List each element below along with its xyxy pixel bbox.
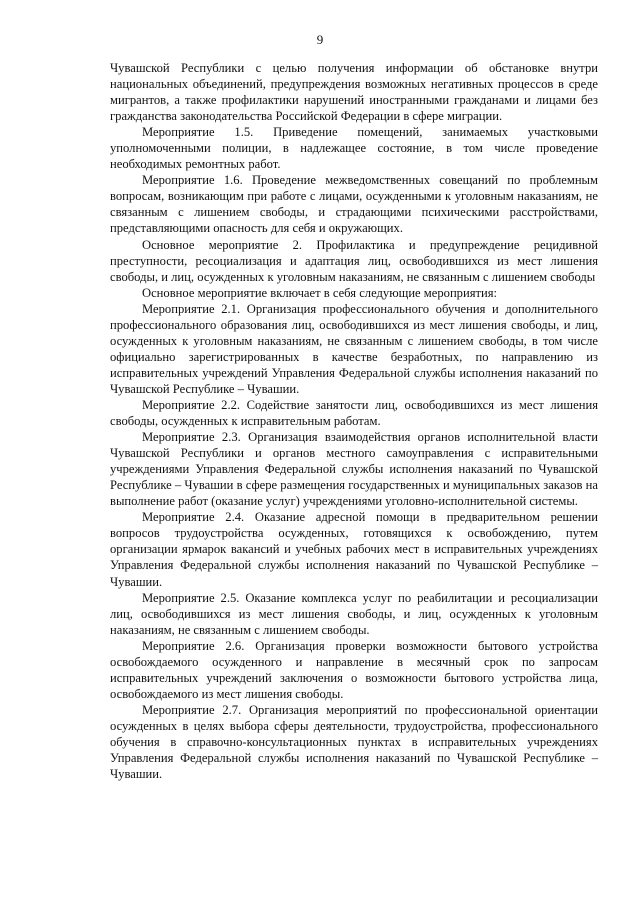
paragraph-measure-2-7: Мероприятие 2.7. Организация мероприятий по профессиональной ориентации осужденных в целях выбора сферы деятельности, трудоустройства, профессионального обучения в справочно-консультационных пунктах в исправительных учреждениях Управления Федеральной службы исполнения наказаний по Чувашской Республике – Чувашии.	[110, 702, 598, 782]
paragraph-measure-1-5: Мероприятие 1.5. Приведение помещений, занимаемых участковыми уполномоченными полиции, в надлежащее состояние, в том числе проведение необходимых ремонтных работ.	[110, 125, 598, 172]
paragraph-measure-2-2: Мероприятие 2.2. Содействие занятости лиц, освободившихся из мест лишения свободы, осужденных к исправительным работам.	[110, 397, 598, 429]
paragraph-measure-1-6: Мероприятие 1.6. Проведение межведомственных совещаний по проблемным вопросам, возникающим при работе с лицами, осужденными к уголовным наказаниям, не связанным с лишением свободы, и страдающими психическими расстройствами, представляющими опасность для себя и окружающих.	[110, 173, 598, 236]
paragraph-measure-2-1: Мероприятие 2.1. Организация профессионального обучения и дополнительного профессионального образования лиц, освободившихся из мест лишения свободы, и лиц, осужденных к уголовным наказаниям, не связанным с лишением свободы, в том числе официально зарегистрированных в качестве безработных, по направлению из исправительных учреждений Управления Федеральной службы исполнения наказаний по Чувашской Республике – Чувашии.	[110, 301, 598, 396]
paragraph-continuation: Чувашской Республики с целью получения информации об обстановке внутри национальных объединений, предупреждения возможных негативных процессов в среде мигрантов, а также профилактики нарушений иностранными гражданами и лицами без гражданства законодательства Российской Федерации в сфере миграции.	[110, 61, 598, 124]
paragraph-main-measure-includes: Основное мероприятие включает в себя следующие мероприятия:	[142, 285, 498, 300]
paragraph-main-measure-2: Основное мероприятие 2. Профилактика и предупреждение рецидивной преступности, ресоциализация и адаптация лиц, освободившихся из мест лишения свободы, и лиц, осужденных к уголовным наказаниям, не связанным с лишением свободы	[110, 237, 598, 284]
paragraph-measure-2-6: Мероприятие 2.6. Организация проверки возможности бытового устройства освобождаемого осужденного и направление в месячный срок по запросам исправительных учреждений заключения о возможности бытового устройства лица, освобождаемого из мест лишения свободы.	[110, 638, 598, 701]
paragraph-measure-2-3: Мероприятие 2.3. Организация взаимодействия органов исполнительной власти Чувашской Республики и органов местного самоуправления с исправительными учреждениями Управления Федеральной службы исполнения наказаний по Чувашской Республике – Чувашии в сфере размещения государственных и муниципальных заказов на выполнение работ (оказание услуг) учреждениями уголовно-исполнительной системы.	[110, 430, 598, 509]
page-number: 9	[316, 32, 324, 47]
paragraph-measure-2-4: Мероприятие 2.4. Оказание адресной помощи в предварительном решении вопросов трудоустройства осужденных, готовящихся к освобождению, путем организации ярмарок вакансий и учебных рабочих мест в исправительных учреждениях Управления Федеральной службы исполнения наказаний по Чувашской Республике – Чувашии.	[110, 510, 598, 589]
paragraph-measure-2-5: Мероприятие 2.5. Оказание комплекса услуг по реабилитации и ресоциализации лиц, освободившихся из мест лишения свободы, и лиц, осужденных к уголовным наказаниям, не связанным с лишением свободы.	[110, 590, 598, 637]
document-body	[110, 60, 598, 782]
